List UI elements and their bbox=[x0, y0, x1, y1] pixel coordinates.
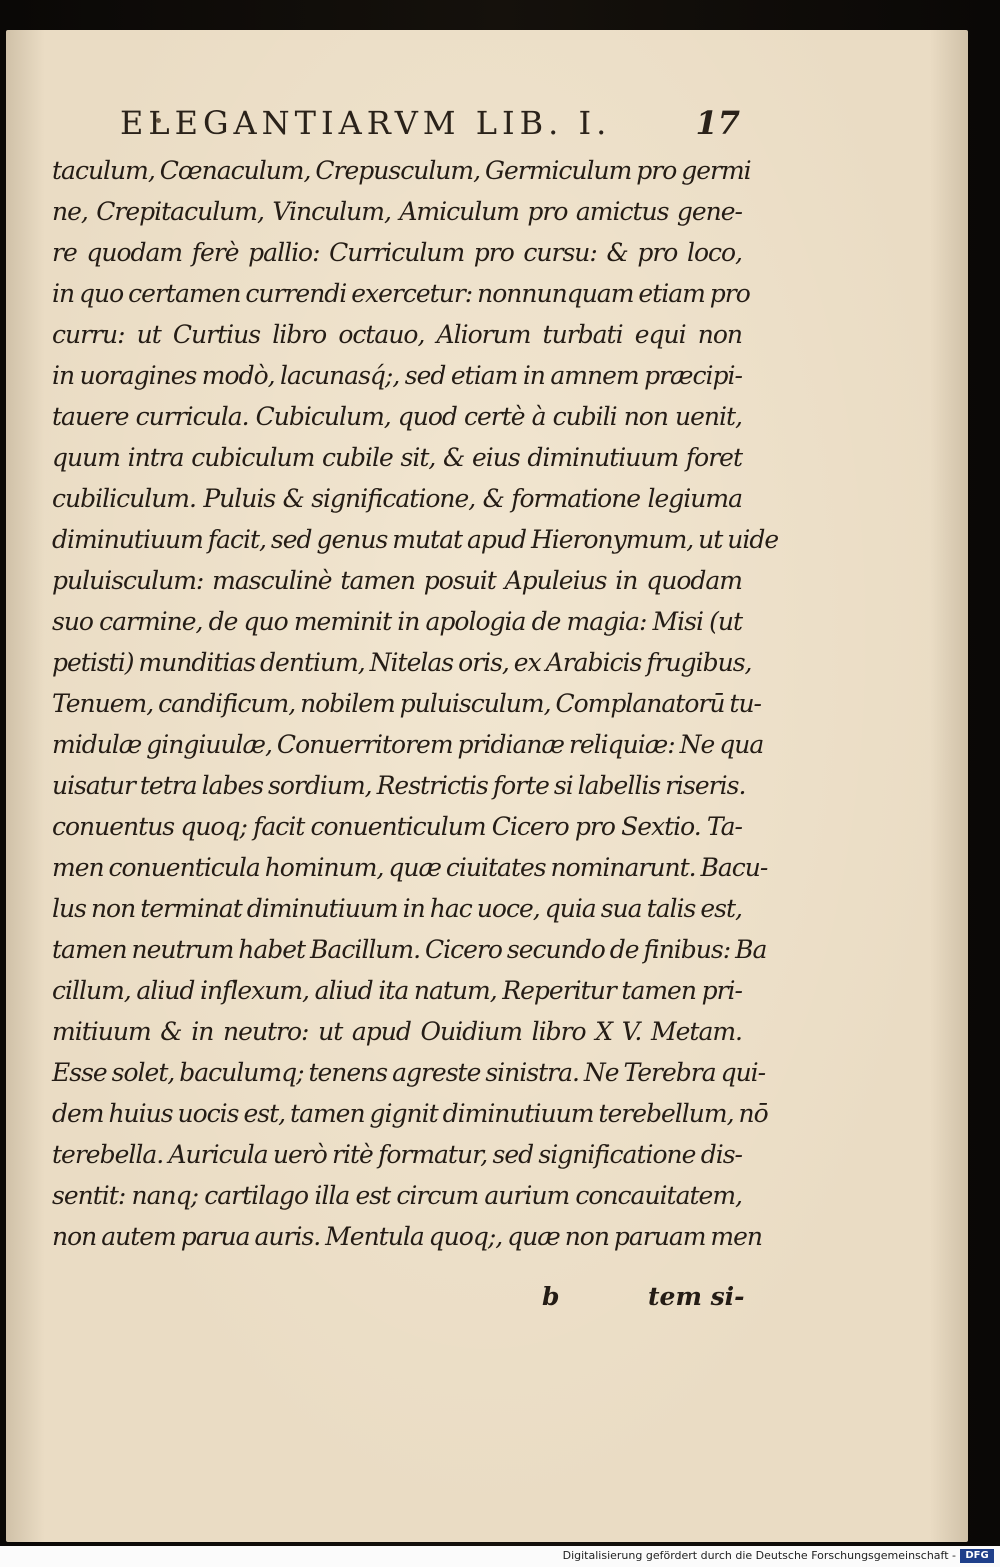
body-text bbox=[52, 150, 779, 1257]
text-line: cillum, aliud inflexum, aliud ita natum, Reperitur tamen pri- bbox=[52, 976, 742, 1005]
text-line: midulæ gingiuulæ, Conuerritorem pridianæ reliquiæ: Ne qua bbox=[52, 730, 764, 759]
text-line: sentit: nanq; cartilago illa est circum aurium concauitatem, bbox=[52, 1181, 742, 1210]
text-line: conuentus quoq; facit conuenticulum Cicero pro Sextio. Ta- bbox=[52, 812, 742, 841]
text-line: terebella. Auricula uerò ritè formatur, sed significatione dis- bbox=[52, 1140, 742, 1169]
text-line: diminutiuum facit, sed genus mutat apud Hieronymum, ut uide bbox=[52, 525, 779, 554]
text-line: dem huius uocis est, tamen gignit diminutiuum terebellum, nō bbox=[52, 1099, 768, 1128]
text-line: curru: ut Curtius libro octauo, Aliorum turbati equi non bbox=[52, 320, 742, 349]
text-line: suo carmine, de quo meminit in apologia de magia: Misi (ut bbox=[52, 607, 742, 636]
text-line: in uoragines modò, lacunasq́;, sed etiam in amnem præcipi- bbox=[52, 361, 742, 390]
text-line: tamen neutrum habet Bacillum. Cicero secundo de finibus: Ba bbox=[52, 935, 767, 964]
text-line: re quodam ferè pallio: Curriculum pro cursu: & pro loco, bbox=[52, 238, 742, 267]
text-line: Tenuem, candificum, nobilem puluisculum, Complanatorū tu- bbox=[52, 689, 761, 718]
page-number: 17 bbox=[695, 104, 740, 142]
text-line: men conuenticula hominum, quæ ciuitates nominarunt. Bacu- bbox=[52, 853, 768, 882]
text-line: tauere curricula. Cubiculum, quod certè à cubili non uenit, bbox=[52, 402, 742, 431]
running-title: ELEGANTIARVM LIB. I. bbox=[120, 104, 612, 142]
text-line: non autem parua auris. Mentula quoq;, quæ non paruam men bbox=[52, 1222, 763, 1251]
text-line: cubiliculum. Puluis & significatione, & formatione legiuma bbox=[52, 484, 742, 513]
text-line: petisti) munditias dentium, Nitelas oris, ex Arabicis frugibus, bbox=[52, 648, 752, 677]
text-line: in quo certamen currendi exercetur: nonnunquam etiam pro bbox=[52, 279, 750, 308]
text-line: taculum, Cœnaculum, Crepusculum, Germiculum pro germi bbox=[52, 156, 751, 185]
text-line: ne, Crepitaculum, Vinculum, Amiculum pro amictus gene- bbox=[52, 197, 742, 226]
text-line: uisatur tetra labes sordium, Restrictis forte si labellis riseris. bbox=[52, 771, 746, 800]
text-line: puluisculum: masculinè tamen posuit Apuleius in quodam bbox=[52, 566, 742, 595]
page-header bbox=[120, 100, 740, 148]
text-line: mitiuum & in neutro: ut apud Ouidium libro X V. Metam. bbox=[52, 1017, 742, 1046]
text-line: Esse solet, baculumq; tenens agreste sinistra. Ne Terebra qui- bbox=[52, 1058, 766, 1087]
funding-credit: Digitalisierung gefördert durch die Deutsche Forschungsgemeinschaft - bbox=[562, 1549, 956, 1562]
text-line: lus non terminat diminutiuum in hac uoce, quia sua talis est, bbox=[52, 894, 742, 923]
catchword: tem si- bbox=[648, 1282, 745, 1311]
text-line: quum intra cubiculum cubile sit, & eius diminutiuum foret bbox=[52, 443, 742, 472]
signature-mark: b bbox=[542, 1282, 560, 1311]
dfg-logo: DFG bbox=[960, 1549, 994, 1563]
